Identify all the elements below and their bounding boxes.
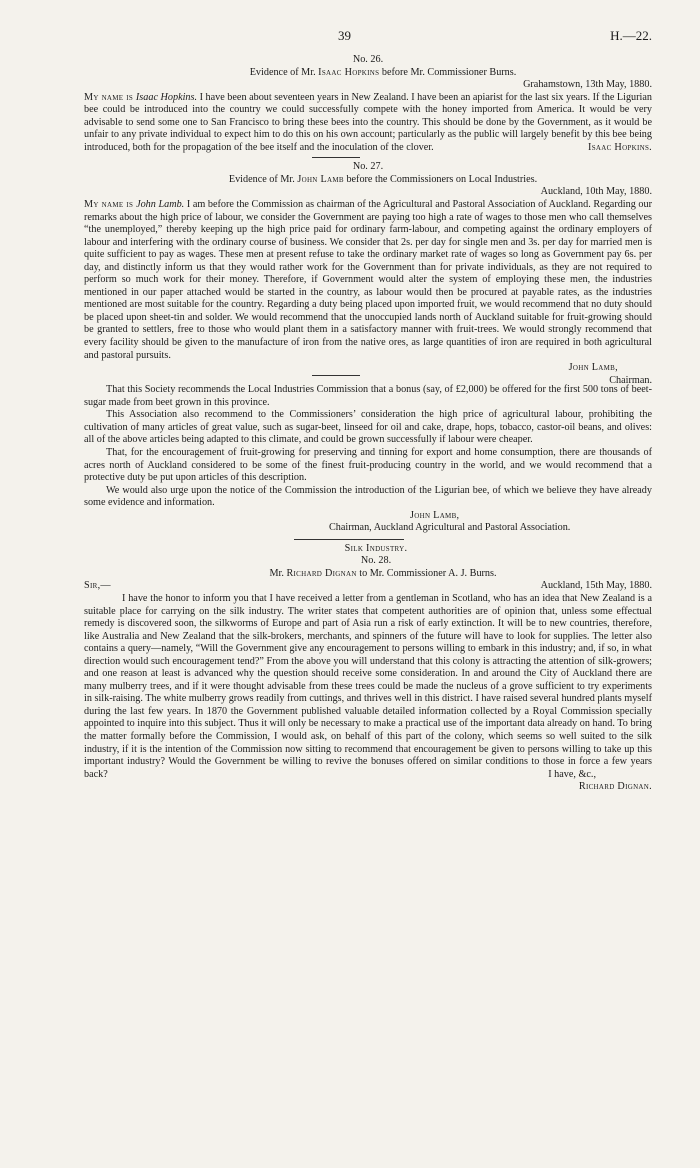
body-text: I have been about seventeen years in New Zealand. I have been an apiarist for the last six years. If the Ligurian bee could be introduced into the country we could successfully compete with the honey imported from America. It would be very advisable to send some one to San Francisco to bring these bees into the country. This should be done by the Government, as it would be unfair to any private individual to expect him to do this on his own account; particularly as the public will largely benefit by this bee being introduced, both for the propagation of the bee itself and the inoculation of the clover. xyxy=(84,91,652,153)
section-title: Silk Industry. xyxy=(344,542,408,554)
title-suffix: to Mr. Commissioner A. J. Burns. xyxy=(356,567,497,579)
dateline: Auckland, 15th May, 1880. xyxy=(540,580,652,592)
dateline: Auckland, 10th May, 1880. xyxy=(540,186,652,198)
signature-name: Isaac Hopkins. xyxy=(588,141,652,153)
signature-name xyxy=(84,362,652,375)
salutation: Sir,— xyxy=(84,580,111,592)
evidence-no-27 xyxy=(84,161,652,534)
signature-text: John Lamb, xyxy=(568,362,618,374)
salutation-row xyxy=(84,580,652,593)
body-name: Isaac Hopkins. xyxy=(135,91,198,103)
evidence-no-26 xyxy=(84,54,652,154)
paragraph-labour: This Association also recommend to the Commissioners’ consideration the high price of agricultural labour, prohibiting the cultivation of many articles of great value, such as sugar-beet, linseed for oil and cake, drape, hops, tobacco, castor-oil beans, and olives: all of the above articles being adapted to this climate, and could be grown successfully if labour were cheaper. xyxy=(84,409,652,446)
signature-title: Chairman. xyxy=(609,374,652,386)
doc-title xyxy=(84,67,652,80)
closing-signature xyxy=(84,510,652,523)
paper-reference: H.—22. xyxy=(610,28,652,43)
body-name: John Lamb. xyxy=(136,199,185,211)
doc-title xyxy=(84,174,652,187)
witness-name: Isaac Hopkins xyxy=(318,66,380,78)
dateline: Grahamstown, 13th May, 1880. xyxy=(523,79,652,91)
title-suffix: before the Commissioners on Local Industries. xyxy=(343,173,538,185)
paragraph-fruit: That, for the encouragement of fruit-growing for preserving and tinning for export and home consumption, there are thousands of acres north of Auckland considered to be some of the finest fruit-producing country in the world, and we would recommend that a protective duty be put upon articles of this description. xyxy=(84,446,652,484)
letter-body: I have the honor to inform you that I have received a letter from a gentleman in Scotland, who has an idea that New Zealand is a suitable place for carrying on the silk industry. The writer states that competent authorities are of opinion that, unless some effectual remedy is discovered soon, the silkworms of Europe and part of Asia run a risk of early extinction. It will be to new countries, therefore, like Australia and New Zealand that the silk-brokers, merchants, and spinners of the future will have to look for supplies. The letter also contains a query—namely, “Will the Government give any encouragement to persons willing to embark in this industry; and, if so, in what direction would such encouragement tend?” From the above you will understand that this colony is attracting the attention of silk-growers; and one reason at least is advanced why the question should receive some consideration. In and around the City of Auckland there are many mulberry trees, and if it were thought advisable from these trees could be made the nucleus of a grove sufficient to try experiments in silk-raising. The white mulberry grows readily from cuttings, and thrives well in this district. I have raised several hundred plants myself during the last few years. In 1870 the Government published valuable detailed information collected by a Royal Commission specially appointed to inquire into this subject. Thus it will only be necessary to make a practical use of the important data already on hand. To bring the matter formally before the Commission, I would ask, on behalf of this part of the colony, which seems so well suited to the silk industry, if it is the intention of the Commission now sitting to recommend that encouragement be given to persons willing to take up this important industry? Would the Government be willing to revive the bonuses offered on similar conditions to those in force a few years back? xyxy=(84,592,652,780)
paragraph-bee: We would also urge upon the notice of the Commission the introduction of the Ligurian bee, of which we believe they have already some evidence and information. xyxy=(84,484,652,509)
title-prefix: Mr. xyxy=(269,567,287,579)
running-header xyxy=(84,30,652,54)
doc-number: No. 26. xyxy=(352,54,384,65)
section-divider xyxy=(294,539,404,540)
witness-name: John Lamb xyxy=(297,173,344,185)
closing: I have, &c., xyxy=(548,768,596,780)
title-prefix: Evidence of Mr. xyxy=(228,173,298,185)
writer-name: Richard Dignan xyxy=(286,567,357,579)
title-suffix: before Mr. Commissioner Burns. xyxy=(379,66,517,78)
body-lead: My name is xyxy=(84,91,136,103)
body-text: I am before the Commission as chairman of the Agricultural and Pastoral Association of Auckland. Regarding our remarks about the high price of labour, we consider the Government are paying too high a rate of wages to those men who call themselves “the unemployed,” thereby keeping up the high price paid for ordinary farm-labour, and competing against the ordinary employers of labour and interfering with the ordinary course of business. We consider that 2s. per day for single men and 3s. per day for married men is quite sufficient to pay as wages. These men at present refuse to take the ordinary market rate of wages so long as Government pay 6s. per day, and distinctly inform us that they would rather work for the Government than for private individuals, as they are not required to perform so much work for their money. Therefore, if Government would alter the system of employing these men, the industries mentioned in our paper attached would be started in the country, as labour would then be procured at payable rates, as the industries mentioned are most suitable for the country. Regarding a duty being placed upon imported fruit, we would recommend that no duty should be placed upon sheet-tin and solder. We would recommend that the unoccupied lands north of Auckland suitable for fruit-growing should be granted to settlers, free to those who would plant them in a satisfactory manner with fruit-trees. We would strongly recommend that every facility should be given to the manufacture of iron from the native ores, as large quantities of iron are required in both agricultural and pastoral pursuits. xyxy=(84,199,653,361)
title-prefix: Evidence of Mr. xyxy=(249,66,319,78)
closing-title: Chairman, Auckland Agricultural and Pastoral Association. xyxy=(329,522,571,534)
signature xyxy=(84,781,652,794)
divider xyxy=(312,157,360,158)
doc-number: No. 27. xyxy=(352,161,384,173)
body-lead: My name is xyxy=(84,199,137,211)
closing-name: John Lamb, xyxy=(410,509,460,521)
divider xyxy=(312,375,360,376)
doc-title xyxy=(84,568,652,581)
doc-number: No. 28. xyxy=(360,555,392,567)
letter-no-28 xyxy=(84,543,652,794)
evidence-body xyxy=(84,199,652,362)
signature-name: Richard Dignan. xyxy=(578,781,652,793)
page-number: 39 xyxy=(338,28,351,43)
paragraph-bonus: That this Society recommends the Local Industries Commission that a bonus (say, of £2,000) be offered for the first 500 tons of beet-sugar made from beet grown in this province. xyxy=(84,384,652,408)
